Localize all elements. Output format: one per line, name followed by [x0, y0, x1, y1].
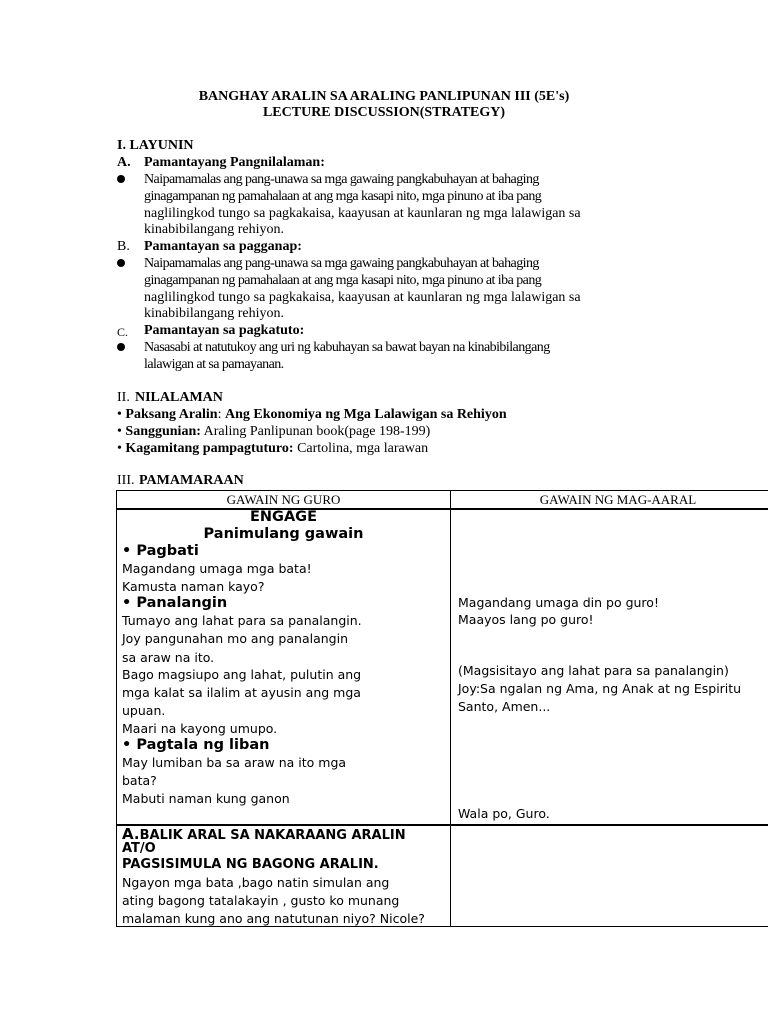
item-a-text-1: Naipamamalas ang pang-unawa sa mga gawaing pangkabuhayan at bahaging — [144, 172, 539, 187]
document-subtitle: LECTURE DISCUSSION(STRATEGY) — [262, 105, 506, 120]
balik-a-label: A. — [122, 825, 140, 843]
item-b-title: Pamantayan sa pagganap: — [144, 239, 302, 254]
section-2-number: II. — [117, 390, 130, 405]
student-greet-1: Magandang umaga din po guro! — [458, 595, 659, 610]
sanggunian-label: Sanggunian: — [125, 424, 201, 439]
panimulang-gawain-heading: Panimulang gawain — [203, 526, 364, 542]
bullet-icon — [117, 175, 125, 183]
panalangin-heading: • Panalangin — [122, 595, 228, 611]
section-3-heading: PAMAMARAAN — [139, 473, 244, 488]
panalangin-line-6: upuan. — [122, 703, 166, 718]
pagtala-label: Pagtala ng liban — [136, 737, 270, 753]
item-c-text-2: lalawigan at sa pamayanan. — [144, 357, 284, 372]
pagtala-line-2: bata? — [122, 773, 157, 788]
pagbati-heading: • Pagbati — [122, 543, 199, 559]
item-b-text-1: Naipamamalas ang pang-unawa sa mga gawaing pangkabuhayan at bahaging — [144, 256, 539, 271]
col2-header: GAWAIN NG MAG-AARAL — [539, 492, 697, 507]
bullet-icon — [117, 343, 125, 351]
item-a-text-4: kinabibilangang rehiyon. — [144, 222, 284, 237]
item-a-text-2: ginagampanan ng pamahalaan at ang mga kasapi nito, mga pinuno at iba pang — [144, 189, 542, 204]
student-absent: Wala po, Guro. — [458, 806, 550, 821]
table-border — [116, 490, 768, 491]
paksa-label: Paksang Aralin — [125, 407, 218, 422]
item-a-text-3: naglilingkod tungo sa pagkakaisa, kaayusan at kaunlaran ng mga lalawigan sa — [144, 206, 581, 221]
table-border — [116, 490, 117, 927]
item-a-title: Pamantayang Pangnilalaman: — [144, 155, 325, 170]
panalangin-line-5: mga kalat sa ilalim at ayusin ang mga — [122, 685, 361, 700]
document-title: BANGHAY ARALIN SA ARALING PANLIPUNAN III (5E's) — [198, 89, 570, 104]
kagamitan-value: Cartolina, mga larawan — [297, 441, 429, 456]
balik-aral-heading-1 — [122, 825, 406, 843]
pagtala-line-1: May lumiban ba sa araw na ito mga — [122, 755, 347, 770]
pagbati-label: Pagbati — [136, 543, 199, 559]
pagbati-line-2: Kamusta naman kayo? — [122, 579, 265, 594]
balik-line-2: ating bagong tatalakayin , gusto ko munang — [122, 893, 400, 908]
item-c-title: Pamantayan sa pagkatuto: — [144, 323, 305, 338]
balik-aral-heading-2: AT/O — [122, 841, 156, 856]
item-c-label: C. — [117, 325, 129, 339]
pagtala-line-3: Mabuti naman kung ganon — [122, 791, 290, 806]
item-b-label: B. — [117, 239, 130, 254]
table-border — [450, 490, 451, 927]
student-pray-2: Joy:Sa ngalan ng Ama, ng Anak at ng Espiritu — [458, 681, 742, 696]
item-b-text-3: naglilingkod tungo sa pagkakaisa, kaayusan at kaunlaran ng mga lalawigan sa — [144, 290, 581, 305]
balik-line-1: Ngayon mga bata ,bago natin simulan ang — [122, 875, 390, 890]
balik-title-1: BALIK ARAL SA NAKARAANG ARALIN — [139, 828, 406, 843]
section-2-heading: NILALAMAN — [135, 390, 223, 405]
engage-heading: ENGAGE — [250, 509, 317, 525]
item-a-label: A. — [117, 155, 131, 170]
student-pray-1: (Magsisitayo ang lahat para sa panalangin) — [458, 663, 729, 678]
pagbati-line-1: Magandang umaga mga bata! — [122, 561, 312, 576]
balik-aral-heading-3: PAGSISIMULA NG BAGONG ARALIN. — [122, 857, 379, 872]
panalangin-line-3: sa araw na ito. — [122, 650, 215, 665]
panalangin-line-2: Joy pangunahan mo ang panalangin — [122, 631, 348, 646]
table-border — [116, 926, 768, 927]
panalangin-line-7: Maari na kayong umupo. — [122, 721, 278, 736]
student-greet-2: Maayos lang po guro! — [458, 612, 594, 627]
item-b-text-2: ginagampanan ng pamahalaan at ang mga kasapi nito, mga pinuno at iba pang — [144, 273, 542, 288]
panalangin-line-1: Tumayo ang lahat para sa panalangin. — [122, 613, 362, 628]
section-1-heading: I. LAYUNIN — [117, 138, 194, 153]
kagamitan-line: • Kagamitang pampagtuturo: Cartolina, mga larawan — [117, 441, 429, 456]
section-3-number: III. — [117, 473, 135, 488]
item-c-text-1: Nasasabi at natutukoy ang uri ng kabuhayan sa bawat bayan na kinabibilangang — [144, 340, 550, 355]
kagamitan-label: Kagamitang pampagtuturo: — [125, 441, 294, 456]
bullet-icon — [117, 259, 125, 267]
panalangin-label: Panalangin — [136, 595, 228, 611]
paksang-aralin-line: • Paksang Aralin: Ang Ekonomiya ng Mga Lalawigan sa Rehiyon — [117, 407, 507, 422]
panalangin-line-4: Bago magsiupo ang lahat, pulutin ang — [122, 667, 362, 682]
balik-line-3: malaman kung ano ang natutunan niyo? Nicole? — [122, 911, 425, 926]
col1-header: GAWAIN NG GURO — [226, 492, 341, 507]
student-pray-3: Santo, Amen... — [458, 699, 551, 714]
item-b-text-4: kinabibilangang rehiyon. — [144, 306, 284, 321]
sanggunian-value: Araling Panlipunan book(page 198-199) — [203, 424, 431, 439]
pagtala-heading: • Pagtala ng liban — [122, 737, 270, 753]
paksa-value: Ang Ekonomiya ng Mga Lalawigan sa Rehiyon — [225, 407, 507, 422]
sanggunian-line: • Sanggunian: Araling Panlipunan book(page 198-199) — [117, 424, 431, 439]
